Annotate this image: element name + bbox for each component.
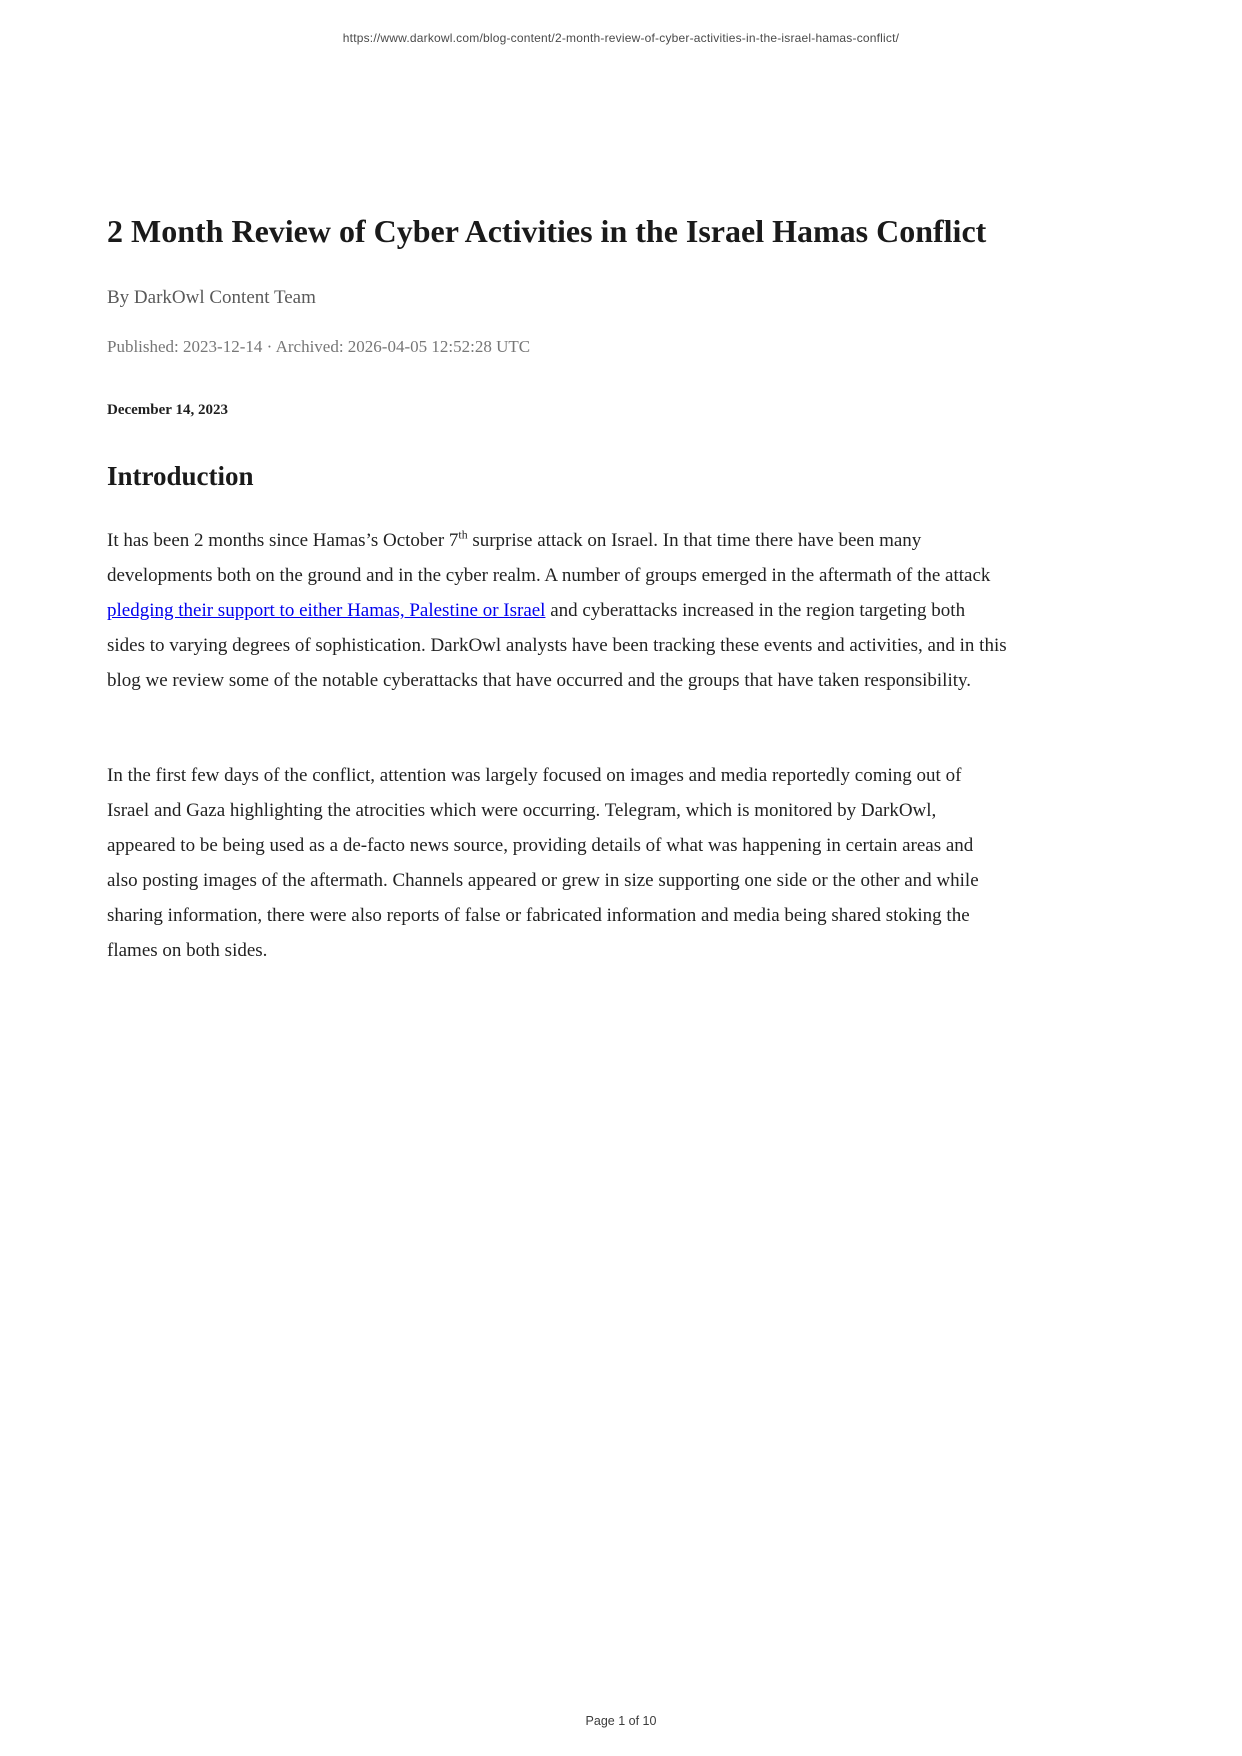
section-heading-introduction: Introduction: [107, 461, 254, 491]
support-pledge-link[interactable]: pledging their support to either Hamas, Palestine or Israel: [107, 600, 546, 621]
post-date-label: December 14, 2023: [107, 402, 228, 418]
archived-url-header: https://www.darkowl.com/blog-content/2-month-review-of-cyber-activities-in-the-israel-hamas-conflict/: [342, 31, 900, 45]
publish-archive-meta: Published: 2023-12-14 · Archived: 2026-04-05 12:52:28 UTC: [107, 337, 531, 356]
paragraph1-text-after-sup: surprise attack on Israel. In that time there have been many developments both on the ground and in the cyber realm. A number of groups emerged in the aftermath of the attack: [107, 530, 991, 586]
byline: By DarkOwl Content Team: [107, 287, 316, 308]
ordinal-superscript: th: [458, 528, 468, 542]
paragraph1-text-after-link: and cyberattacks increased in the region targeting both sides to varying degrees of sophistication. DarkOwl analysts have been tracking these events and activities, and in this blog we review some of the notable cyberattacks that have occurred and the groups that have taken responsibility.: [107, 600, 1007, 691]
intro-paragraph-2: In the first few days of the conflict, attention was largely focused on images and media reportedly coming out of Israel and Gaza highlighting the atrocities which were occurring. Telegram, which is monitored by DarkOwl, appeared to be being used as a de-facto news source, providing details of what was happening in certain areas and also posting images of the aftermath. Channels appeared or grew in size supporting one side or the other and while sharing information, there were also reports of false or fabricated information and media being shared stoking the flames on both sides.: [107, 765, 979, 961]
intro-paragraph-1: [107, 523, 1007, 698]
page-title: 2 Month Review of Cyber Activities in the Israel Hamas Conflict: [107, 213, 987, 249]
page-number-footer: Page 1 of 10: [585, 1714, 657, 1728]
paragraph1-text-before-sup: It has been 2 months since Hamas’s October 7: [107, 530, 459, 551]
